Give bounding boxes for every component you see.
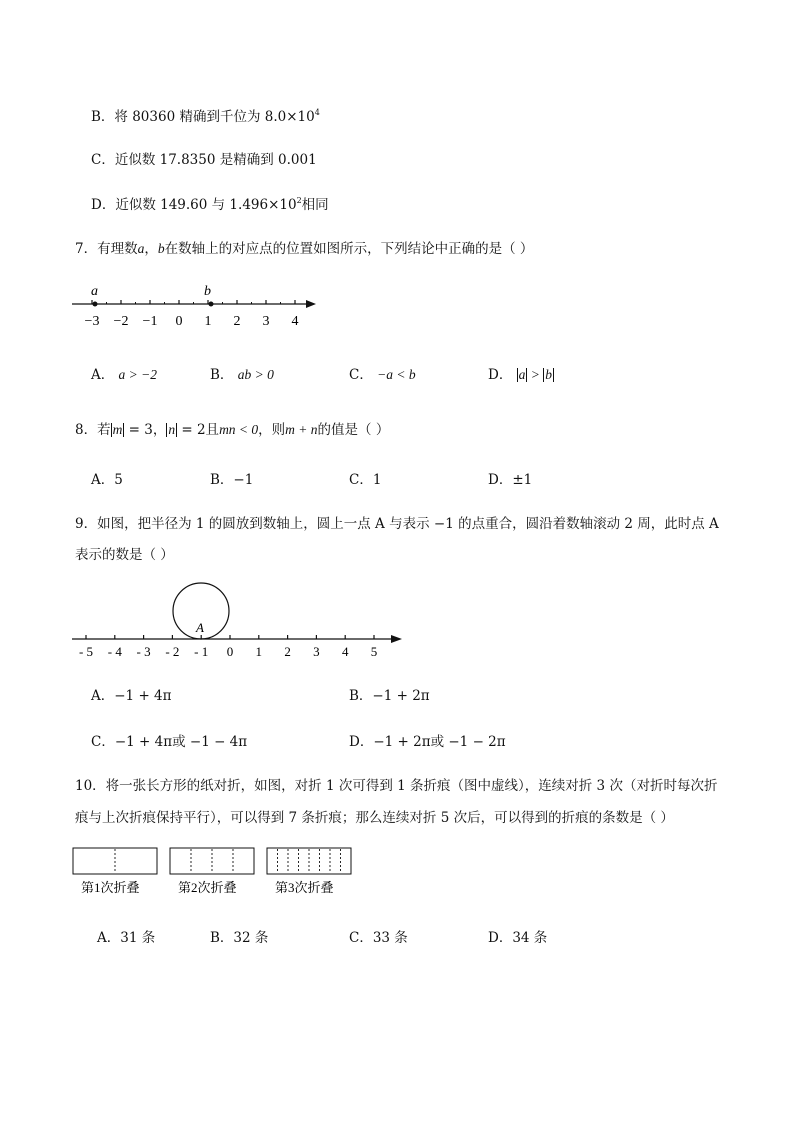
q8-condition: mn < 0 [219,422,259,437]
q7-tick-label: 0 [175,314,183,329]
q10-option-c: C．33 条 [349,930,408,946]
q7-axis-arrow [306,300,316,308]
q9-tick-label: - 5 [78,644,94,659]
q10-option-d: D．34 条 [488,930,548,946]
q9-tick-label: 2 [284,644,291,659]
q6-option-d-tail: 相同 [301,197,329,213]
q9-option-d: D．−1 + 2π或 −1 − 2π [349,734,506,750]
q10-option-a: A．31 条 [97,930,156,946]
q8-stem-post: 的值是（ ） [317,422,390,438]
q9-stem-line1: 9．如图，把半径为 1 的圆放到数轴上，圆上一点 A 与表示 −1 的点重合，圆沿着数轴滚动 2 周，此时点 A [75,516,719,532]
q10-option-b: B．32 条 [210,930,269,946]
q8-stem [75,418,389,438]
fold-figure-1 [73,848,157,874]
q9-tick-label: - 4 [107,644,122,659]
q7-stem-var-b: b [157,241,165,256]
q9-tick-label: 0 [226,644,234,659]
q8-stem-pre: 8．若 [75,422,111,438]
q9-tick-label: - 2 [165,644,180,659]
q7-option-d-op: > [527,367,544,382]
q7-option-d [488,363,554,383]
q9-tick-label: 5 [370,644,378,659]
q9-number-line [70,580,410,660]
q8-stem-mid: ，则 [258,422,286,438]
fold-caption-1: 第1次折叠 [81,880,140,895]
q9-tick-label: 3 [313,644,320,659]
q8-option-b: B．−1 [210,472,254,488]
q7-option-d-abs-a: a [518,367,526,382]
q7-option-c-label: C． [349,367,373,383]
q6-option-d-text: D．近似数 149.60 与 1.496×10 [91,197,297,213]
q7-option-b-label: B． [210,367,234,383]
q9-axis-arrow [391,635,402,643]
q9-option-b: B．−1 + 2π [349,688,430,704]
q10-fold-figures [70,845,360,900]
q8-expression: m + n [285,422,318,437]
q6-option-b-text: B．将 80360 精确到千位为 8.0×10 [91,109,315,125]
q8-option-d: D．±1 [488,472,533,488]
q7-point-a-dot [93,302,98,307]
fold-figure-3 [267,848,351,874]
fold-caption-2: 第2次折叠 [178,880,237,895]
q7-tick-label: 4 [291,314,299,329]
q7-point-b-dot [209,302,214,307]
q8-eq2: = 2且 [177,422,220,438]
q7-option-b [210,363,274,383]
q8-eq1: = 3， [124,422,167,438]
q7-tick-label: 3 [262,314,270,329]
q6-option-c: C．近似数 17.8350 是精确到 0.001 [91,152,317,168]
q10-stem-line2: 痕与上次折痕保持平行），可以得到 7 条折痕；那么连续对折 5 次后，可以得到的折痕的条数是（ ） [75,810,674,826]
q9-option-a: A．−1 + 4π [91,688,172,704]
q8-option-a: A．5 [91,472,123,488]
q9-point-a-label: A [196,620,204,635]
q7-stem-post: 在数轴上的对应点的位置如图所示，下列结论中正确的是（ ） [164,241,534,257]
q7-point-a-label: a [91,284,98,299]
q10-stem-line1: 10．将一张长方形的纸对折，如图，对折 1 次可得到 1 条折痕（图中虚线），连续对折 3 次（对折时每次折 [75,778,718,794]
q7-tick-label: 1 [204,314,212,329]
q7-number-line [70,280,320,330]
q8-abs-n: n [168,422,176,437]
q7-option-c [349,363,416,383]
q7-option-a-label: A． [91,367,115,383]
q7-option-b-expr: ab > 0 [237,367,274,382]
q9-tick-label: 4 [341,644,349,659]
q7-tick-label: −1 [142,314,158,329]
q8-abs-m: m [112,422,123,437]
q9-tick-label: 1 [255,644,263,659]
q7-option-c-expr: −a < b [377,367,416,382]
q7-point-b-label: b [204,284,211,299]
q9-stem-line2: 表示的数是（ ） [75,547,174,563]
q7-tick-label: −3 [84,314,100,329]
fold-figure-2 [170,848,254,874]
q9-tick-label: - 1 [194,644,209,659]
fold-caption-3: 第3次折叠 [275,880,334,895]
q7-option-a [91,363,157,383]
q6-option-d [91,193,329,213]
q6-option-b-exponent: 4 [314,108,320,117]
q7-tick-label: 2 [233,314,241,329]
q7-stem-pre: 7．有理数 [75,241,138,257]
q9-tick-label: - 3 [136,644,151,659]
q6-option-d-exponent: 2 [296,196,302,205]
q8-option-c: C．1 [349,472,382,488]
q7-stem-var-a: a [137,241,145,256]
q7-option-d-label: D． [488,367,513,383]
q7-stem-mid: ， [144,241,158,257]
q6-option-b [91,105,320,125]
q7-stem [75,237,533,257]
q7-option-a-expr: a > −2 [118,367,158,382]
q7-option-d-abs-b: b [545,367,552,382]
q9-option-c: C．−1 + 4π或 −1 − 4π [91,734,248,750]
q7-tick-label: −2 [113,314,129,329]
